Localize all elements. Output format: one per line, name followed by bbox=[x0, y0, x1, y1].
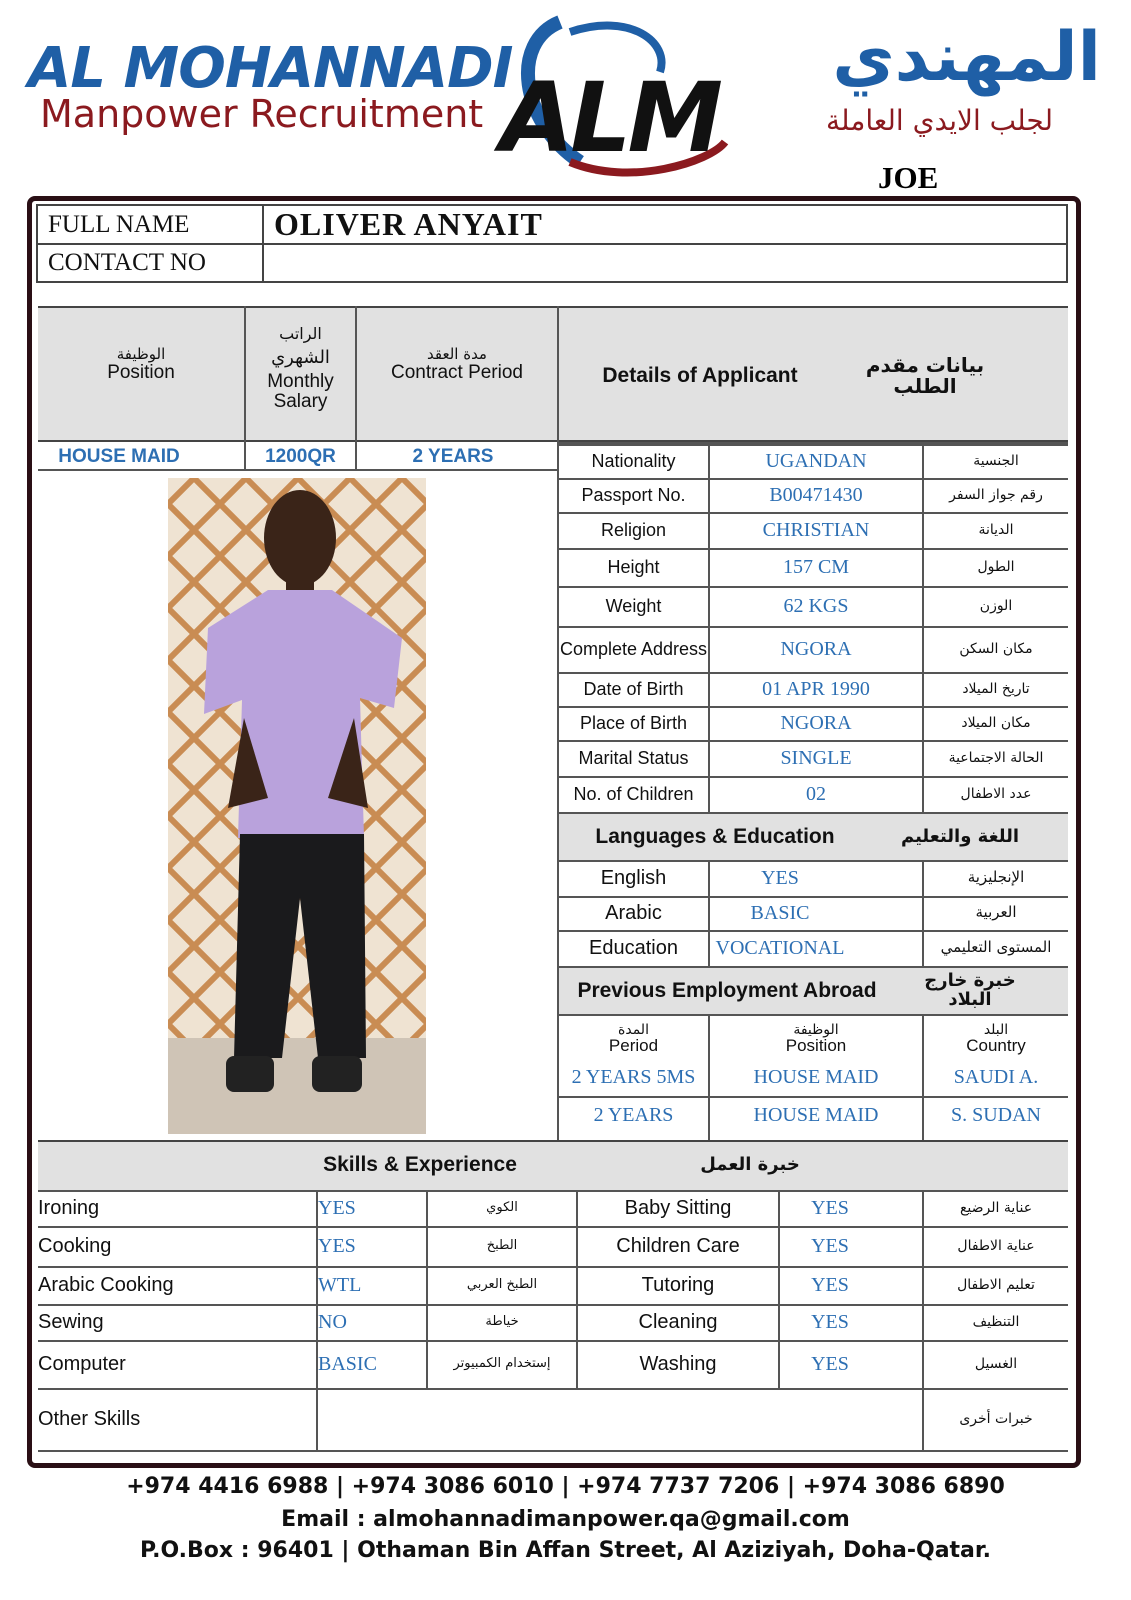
skill-label-ar: عناية الاطفال bbox=[957, 1237, 1035, 1254]
languages-title-ar: اللغة والتعليم bbox=[900, 825, 1020, 847]
detail-label: Religion bbox=[600, 519, 667, 540]
employment-title: Previous Employment Abroad bbox=[577, 978, 877, 1002]
language-label: Education bbox=[589, 936, 678, 959]
employment-country-value: S. SUDAN bbox=[950, 1103, 1042, 1126]
skill-label: Children Care bbox=[616, 1234, 740, 1257]
logo-lettering: ALM bbox=[500, 62, 719, 174]
language-label-ar: المستوى التعليمي bbox=[940, 938, 1052, 957]
salary-header-ar1: الراتب bbox=[279, 324, 322, 344]
detail-value: CHRISTIAN bbox=[762, 518, 870, 541]
skill-value: YES bbox=[318, 1234, 356, 1257]
skill-label: Baby Sitting bbox=[624, 1196, 732, 1219]
details-title-ar: بيانات مقدم الطلب bbox=[865, 353, 985, 398]
language-value: BASIC bbox=[750, 901, 810, 924]
employment-col-period-header bbox=[559, 1016, 708, 1062]
skill-value: YES bbox=[811, 1352, 849, 1375]
language-value: YES bbox=[761, 866, 799, 889]
detail-label-ar: مكان السكن bbox=[959, 640, 1033, 657]
detail-value: NGORA bbox=[780, 637, 852, 660]
skill-label: Sewing bbox=[38, 1310, 104, 1333]
agent-code: JOE bbox=[878, 160, 939, 195]
skill-label-ar: الغسيل bbox=[974, 1355, 1018, 1372]
divider bbox=[38, 1450, 1068, 1452]
brand-name-arabic: المهندي bbox=[832, 18, 1101, 97]
skill-label-ar: التنظيف bbox=[972, 1313, 1020, 1330]
salary-header-label: Monthly Salary bbox=[267, 370, 334, 412]
skill-value: WTL bbox=[318, 1273, 362, 1296]
skill-label: Computer bbox=[38, 1352, 126, 1375]
contract-value: 2 YEARS bbox=[412, 446, 494, 468]
skills-title: Skills & Experience bbox=[323, 1152, 517, 1176]
language-label: Arabic bbox=[605, 901, 662, 924]
detail-label: Date of Birth bbox=[583, 678, 684, 699]
language-label-ar: العربية bbox=[975, 903, 1017, 922]
skills-header-band bbox=[38, 1140, 1068, 1190]
skill-value: YES bbox=[318, 1196, 356, 1219]
detail-value: 62 KGS bbox=[783, 594, 849, 617]
employment-col-position-header bbox=[710, 1016, 922, 1062]
position-value: HOUSE MAID bbox=[58, 446, 180, 468]
identity-table bbox=[36, 204, 1068, 283]
contact-value bbox=[263, 244, 1067, 282]
other-skills-label-ar: خبرات أخرى bbox=[959, 1410, 1033, 1427]
detail-label: Place of Birth bbox=[579, 712, 688, 733]
detail-value: UGANDAN bbox=[765, 449, 867, 472]
full-name-value: OLIVER ANYAIT bbox=[263, 205, 1067, 244]
employment-col-country-header bbox=[924, 1016, 1068, 1062]
table-row bbox=[37, 244, 1067, 282]
full-name-label: FULL NAME bbox=[37, 205, 263, 244]
position-header bbox=[38, 330, 244, 400]
detail-label: No. of Children bbox=[573, 783, 694, 804]
skill-value: YES bbox=[811, 1273, 849, 1296]
skill-value: YES bbox=[811, 1234, 849, 1257]
detail-value: SINGLE bbox=[780, 746, 852, 769]
brand-name-english: AL MOHANNADI bbox=[28, 36, 513, 101]
employment-col-position-label: Position bbox=[785, 1036, 847, 1056]
employment-position-value: HOUSE MAID bbox=[753, 1103, 879, 1126]
detail-label: Height bbox=[607, 556, 660, 577]
company-logo bbox=[500, 12, 730, 182]
skill-label: Washing bbox=[639, 1352, 717, 1375]
footer-address: P.O.Box : 96401 | Othaman Bin Affan Street, Al Aziziyah, Doha-Qatar. bbox=[140, 1538, 991, 1564]
employment-col-period-ar: المدة bbox=[618, 1021, 649, 1038]
other-skills-label: Other Skills bbox=[38, 1407, 141, 1430]
language-label: English bbox=[600, 866, 667, 889]
salary-header-ar2: الشهري bbox=[271, 347, 330, 369]
detail-label-ar: تاريخ الميلاد bbox=[962, 680, 1030, 697]
employment-title-ar: خبرة خارج البلاد bbox=[924, 970, 1016, 1010]
salary-value: 1200QR bbox=[265, 446, 336, 468]
skill-label-ar: الطبخ bbox=[486, 1238, 518, 1254]
skill-label-ar: الكوي bbox=[486, 1200, 518, 1216]
detail-label: Passport No. bbox=[581, 484, 686, 505]
employment-country-value: SAUDI A. bbox=[953, 1065, 1039, 1088]
contact-label: CONTACT NO bbox=[37, 244, 263, 282]
detail-label-ar: الجنسية bbox=[973, 452, 1019, 469]
employment-col-period-label: Period bbox=[608, 1036, 659, 1056]
other-skills-value bbox=[318, 1388, 922, 1450]
detail-label: Nationality bbox=[591, 450, 676, 471]
letterhead bbox=[0, 0, 1131, 200]
employment-position-value: HOUSE MAID bbox=[753, 1065, 879, 1088]
skill-label-ar: الطبخ العربي bbox=[466, 1277, 538, 1293]
applicant-photo bbox=[168, 478, 426, 1134]
employment-period-value: 2 YEARS 5MS bbox=[571, 1065, 696, 1088]
contract-header-label: Contract Period bbox=[390, 361, 523, 383]
salary-header bbox=[246, 312, 355, 426]
language-value: VOCATIONAL bbox=[715, 936, 845, 959]
detail-label-ar: عدد الاطفال bbox=[960, 785, 1032, 802]
employment-col-position-ar: الوظيفة bbox=[793, 1021, 839, 1038]
detail-label: Marital Status bbox=[578, 747, 689, 768]
position-header-label: Position bbox=[107, 361, 175, 383]
skill-label: Cleaning bbox=[638, 1310, 718, 1333]
detail-label-ar: مكان الميلاد bbox=[961, 714, 1031, 731]
position-header-ar: الوظيفة bbox=[116, 345, 166, 364]
skill-value: BASIC bbox=[318, 1352, 377, 1375]
table-row bbox=[37, 205, 1067, 244]
skill-value: YES bbox=[811, 1310, 849, 1333]
detail-value: 01 APR 1990 bbox=[762, 677, 870, 700]
skill-label-ar: إستخدام الكمبيوتر bbox=[453, 1356, 551, 1372]
language-label-ar: الإنجليزية bbox=[967, 868, 1025, 887]
skill-label: Arabic Cooking bbox=[38, 1273, 174, 1296]
skill-label: Cooking bbox=[38, 1234, 112, 1257]
employment-period-value: 2 YEARS bbox=[593, 1103, 674, 1126]
detail-label: Weight bbox=[605, 595, 662, 616]
languages-title: Languages & Education bbox=[595, 824, 835, 848]
skill-label-ar: خياطة bbox=[485, 1314, 519, 1330]
skill-label-ar: عناية الرضيع bbox=[959, 1199, 1033, 1216]
skills-title-ar: خبرة العمل bbox=[700, 1153, 800, 1175]
detail-label-ar: الوزن bbox=[979, 597, 1013, 614]
footer-phones: +974 4416 6988 | +974 3086 6010 | +974 7737 7206 | +974 3086 6890 bbox=[126, 1474, 1005, 1500]
applicant-photo-illustration bbox=[168, 478, 426, 1134]
detail-value: 02 bbox=[806, 782, 826, 805]
detail-value: NGORA bbox=[780, 711, 852, 734]
detail-label: Complete Address bbox=[559, 638, 708, 659]
contract-header-ar: مدة العقد bbox=[427, 345, 487, 364]
details-title: Details of Applicant bbox=[602, 363, 798, 387]
employment-col-country-ar: البلد bbox=[983, 1021, 1009, 1038]
skill-label: Tutoring bbox=[641, 1273, 715, 1296]
brand-tagline-arabic: لجلب الايدي العاملة bbox=[826, 104, 1053, 137]
skill-label: Ironing bbox=[38, 1196, 100, 1219]
contract-header bbox=[357, 330, 557, 400]
skill-value: NO bbox=[318, 1310, 347, 1333]
detail-label-ar: رقم جواز السفر bbox=[949, 486, 1043, 503]
detail-value: 157 CM bbox=[782, 555, 850, 578]
skill-value: YES bbox=[811, 1196, 849, 1219]
brand-tagline-english: Manpower Recruitment bbox=[40, 92, 484, 136]
footer-email: Email : almohannadimanpower.qa@gmail.com bbox=[281, 1507, 850, 1533]
skill-label-ar: تعليم الاطفال bbox=[957, 1276, 1035, 1293]
employment-col-country-label: Country bbox=[966, 1036, 1026, 1056]
detail-value: B00471430 bbox=[769, 483, 863, 506]
detail-label-ar: الديانة bbox=[978, 521, 1014, 538]
detail-label-ar: الطول bbox=[977, 558, 1015, 575]
detail-label-ar: الحالة الاجتماعية bbox=[948, 749, 1044, 766]
